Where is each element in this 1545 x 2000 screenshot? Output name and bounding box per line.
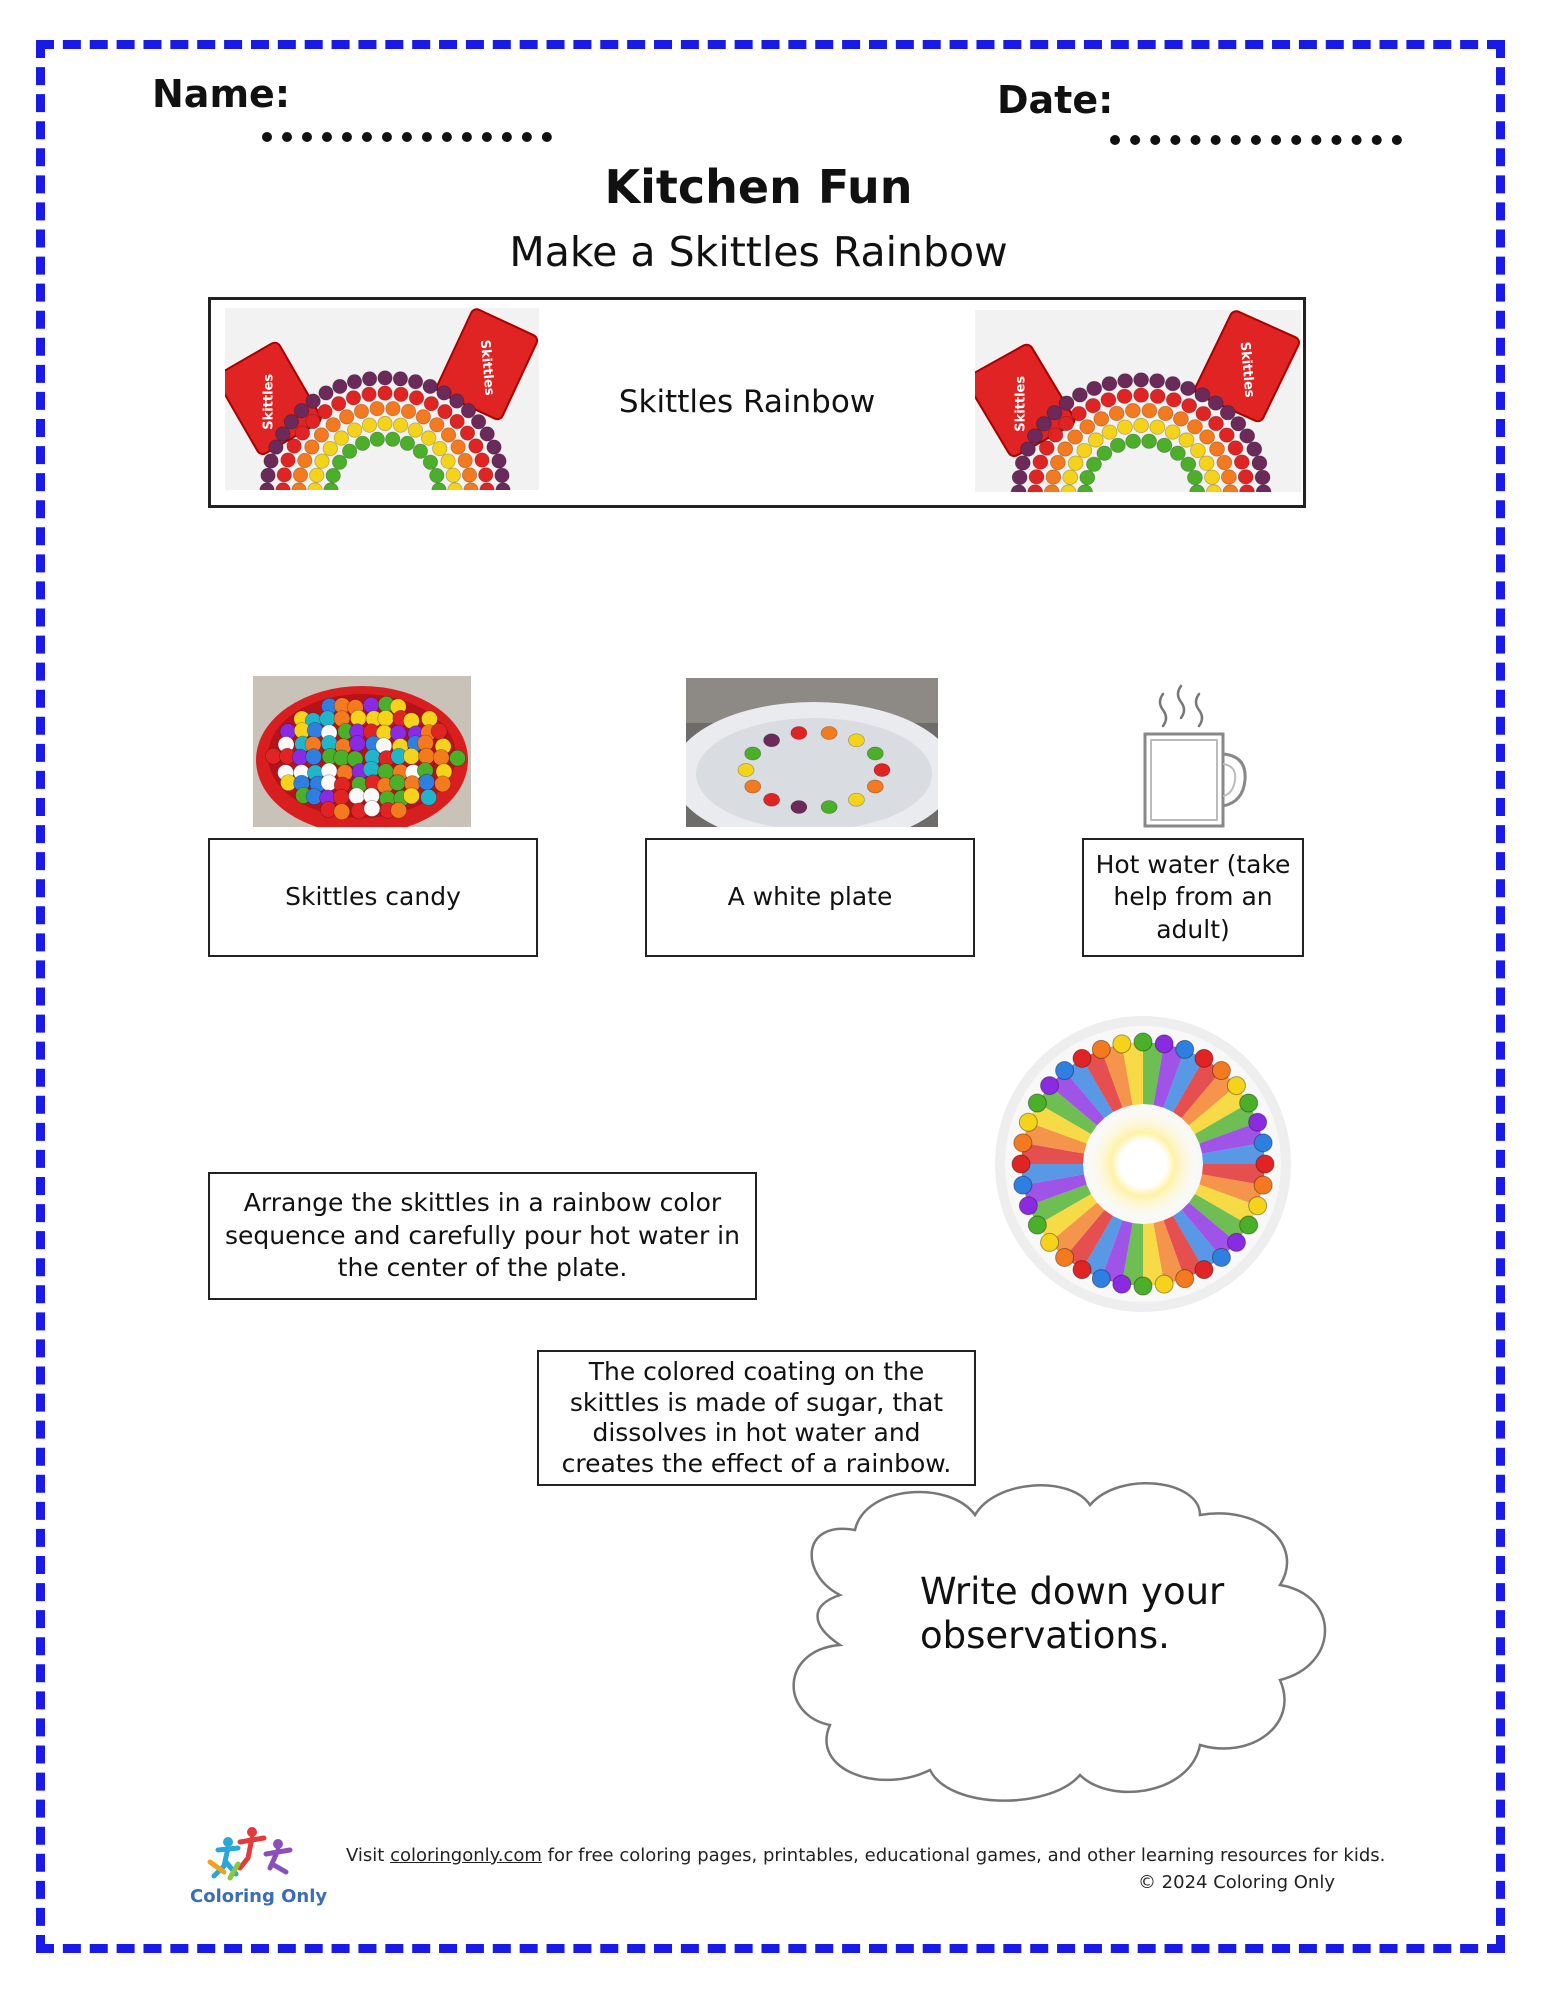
name-label: Name: [152,72,291,116]
mug-icon [1135,680,1251,830]
footer-logo[interactable] [190,1822,328,1912]
page-subtitle-text: Make a Skittles Rainbow [509,228,1008,276]
white-plate-image [686,678,938,827]
footer-site-link[interactable]: coloringonly.com [390,1845,542,1866]
rainbow-image [225,308,539,490]
footer-visit-prefix: Visit [346,1845,391,1866]
material-label: Hot water (take help from an adult) [1095,849,1291,944]
page-title-text: Kitchen Fun [604,160,913,214]
footer-copyright: © 2024 Coloring Only [1137,1872,1335,1893]
logo-figures-icon [190,1822,320,1882]
svg-text:Skittles: Skittles [1013,375,1029,432]
instruction-box [208,1172,757,1300]
observation-cloud[interactable] [780,1475,1340,1805]
svg-text:Skittles: Skittles [261,373,277,430]
material-label: A white plate [727,882,893,912]
page-title [0,160,1545,214]
white-plate-photo [686,678,938,827]
result-plate-photo [992,1013,1294,1315]
explanation-text: The colored coating on the skittles is made of sugar, that dissolves in hot water and creates the effect of a rainbow. [561,1357,952,1478]
result-plate-image [992,1013,1294,1315]
date-label: Date: [997,78,1114,122]
skittles-bowl-photo [253,676,471,827]
page-subtitle [0,228,1545,276]
material-box-plate [645,838,975,957]
material-box-skittles [208,838,538,957]
banner-label: Skittles Rainbow [618,384,876,421]
svg-text:Skittles: Skittles [476,339,497,397]
observation-prompt: Write down your observations. [920,1570,1225,1657]
footer-visit-suffix: for free coloring pages, printables, educational games, and other learning resources for kids. [541,1845,1386,1866]
date-line[interactable] [1110,135,1402,145]
logo-text: Coloring Only [190,1886,328,1907]
material-label: Skittles candy [285,882,461,912]
svg-text:Skittles: Skittles [1236,341,1257,399]
rainbow-image [975,310,1301,492]
hot-water-mug [1135,680,1251,830]
footer-visit-line [346,1845,1386,1866]
skittles-bowl-image [253,676,471,827]
explanation-box [537,1350,976,1486]
instruction-text: Arrange the skittles in a rainbow color sequence and carefully pour hot water in the center of the plate. [225,1188,740,1283]
rainbow-photo-right [975,310,1301,492]
rainbow-photo-left [225,308,539,490]
name-line[interactable] [262,132,552,142]
material-box-water [1082,838,1304,957]
